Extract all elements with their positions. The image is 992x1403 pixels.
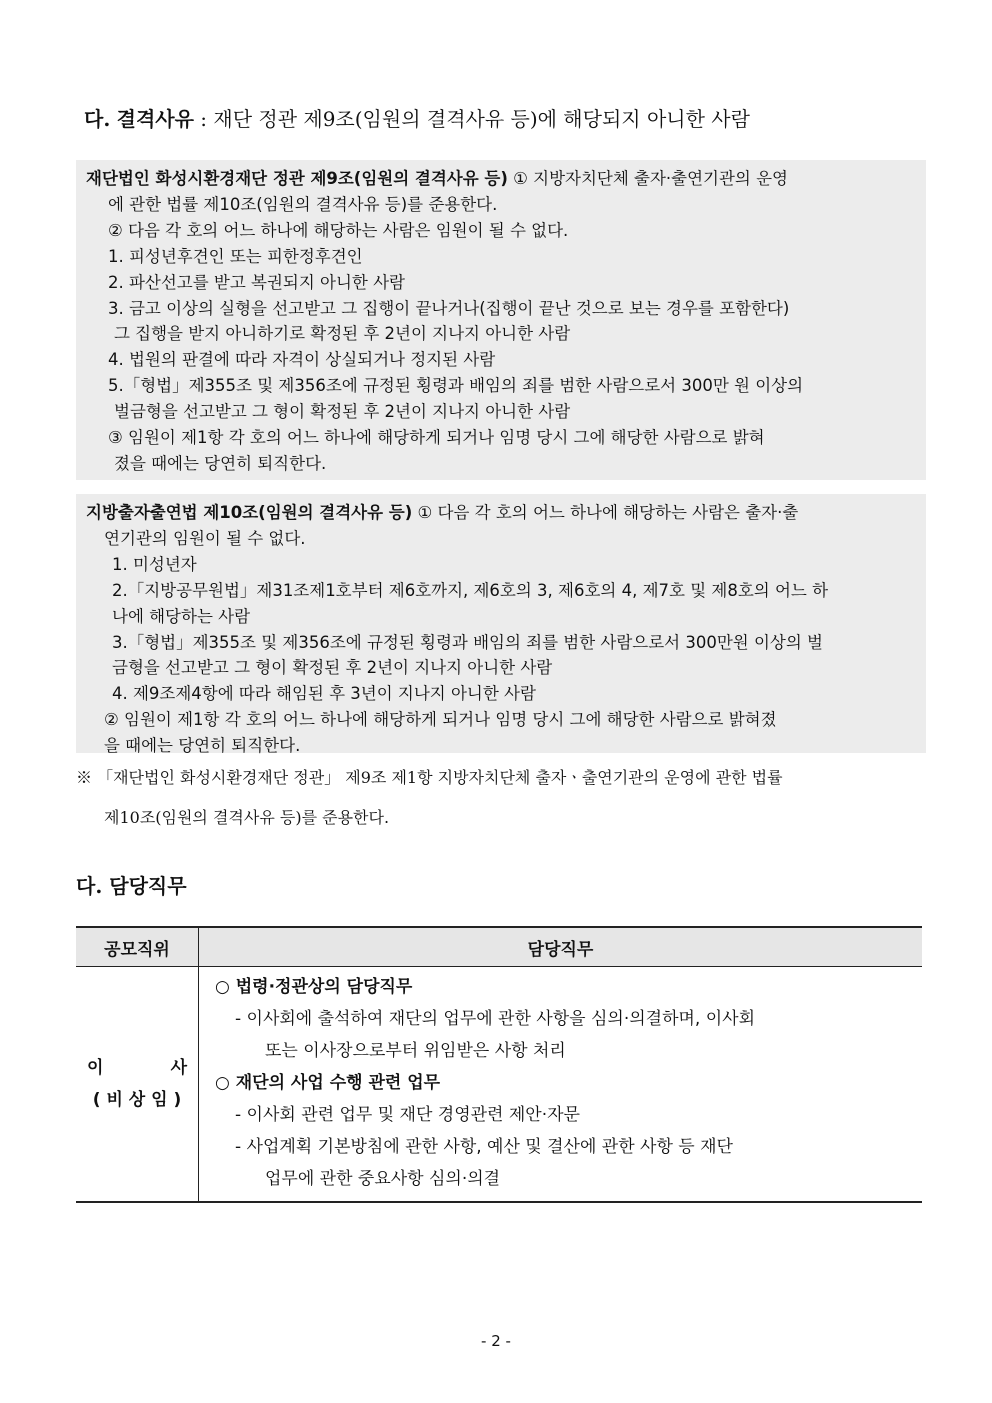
header-position: 공모직위	[76, 927, 199, 967]
page-number: - 2 -	[481, 1332, 511, 1350]
duty-item: - 이사회 관련 업무 및 재단 경영관련 제안·자문	[235, 1105, 580, 1125]
duties-cell	[199, 967, 923, 1203]
box1-para2: ② 다음 각 호의 어느 하나에 해당하는 사람은 임원이 될 수 없다.	[108, 220, 569, 240]
box2-line1-cont: 연기관의 임원이 될 수 없다.	[104, 528, 306, 548]
list-item: 1. 미성년자	[112, 554, 197, 574]
box2-line1-rest: ① 다음 각 호의 어느 하나에 해당하는 사람은 출자·출	[412, 503, 799, 522]
list-item: 5.「형법」제355조 및 제356조에 규정된 횡령과 배임의 죄를 범한 사람으로서 300만 원 이상의	[108, 376, 804, 396]
box2-title: 지방출자출연법 제10조(임원의 결격사유 등)	[86, 503, 413, 522]
box1-first-line	[86, 166, 916, 192]
box1-para3-cont: 졌을 때에는 당연히 퇴직한다.	[114, 453, 327, 473]
box1-para3: ③ 임원이 제1항 각 호의 어느 하나에 해당하게 되거나 임명 당시 그에 해당한 사람으로 밝혀	[108, 428, 765, 448]
note-line2: 제10조(임원의 결격사유 등)를 준용한다.	[104, 808, 390, 827]
section-heading-disqualification	[84, 104, 924, 134]
duty-table	[76, 926, 922, 1203]
box2-para2: ② 임원이 제1항 각 호의 어느 하나에 해당하게 되거나 임명 당시 그에 해당한 사람으로 밝혀졌	[104, 710, 777, 730]
position-char: 사	[170, 1058, 187, 1078]
list-item: 2.「지방공무원법」제31조제1호부터 제6호까지, 제6호의 3, 제6호의 4, 제7호 및 제8호의 어느 하	[112, 580, 829, 600]
position-cell	[76, 967, 199, 1203]
list-item: 2. 파산선고를 받고 복권되지 아니한 사람	[108, 272, 405, 292]
box1-line1-rest: ① 지방자치단체 출자·출연기관의 운영	[507, 169, 788, 188]
list-item-cont: 나에 해당하는 사람	[112, 606, 251, 626]
section-number: 다.	[84, 107, 111, 131]
duty-item-cont: 또는 이사장으로부터 위임받은 사항 처리	[265, 1041, 566, 1061]
list-item: 3.「형법」제355조 및 제356조에 규정된 횡령과 배임의 죄를 범한 사람으로서 300만원 이상의 벌	[112, 632, 823, 652]
header-duties: 담당직무	[199, 927, 923, 967]
duty-item: - 이사회에 출석하여 재단의 업무에 관한 사항을 심의·의결하며, 이사회	[235, 1009, 755, 1029]
section-description: 재단 정관 제9조(임원의 결격사유 등)에 해당되지 아니한 사람	[213, 107, 750, 131]
list-item: 4. 법원의 판결에 따라 자격이 상실되거나 정지된 사람	[108, 350, 496, 370]
reference-note	[76, 758, 922, 838]
list-item: 1. 피성년후견인 또는 피한정후견인	[108, 246, 363, 266]
note-line1: ※ 「재단법인 화성시환경재단 정관」 제9조 제1항 지방자치단체 출자ㆍ출연기관의 운영에 관한 법률	[76, 768, 783, 787]
box1-line1-cont: 에 관한 법률 제10조(임원의 결격사유 등)를 준용한다.	[108, 194, 498, 214]
duty-group-title: ○ 법령·정관상의 담당직무	[215, 977, 413, 997]
position-title	[77, 1052, 197, 1084]
articles-box-foundation	[76, 160, 926, 480]
position-subtitle: ( 비 상 임 )	[92, 1090, 182, 1110]
list-item-cont: 금형을 선고받고 그 형이 확정된 후 2년이 지나지 아니한 사람	[112, 658, 553, 678]
box2-para2-cont: 을 때에는 당연히 퇴직한다.	[104, 736, 301, 756]
duty-item: - 사업계획 기본방침에 관한 사항, 예산 및 결산에 관한 사항 등 재단	[235, 1137, 733, 1157]
articles-box-local-act	[76, 494, 926, 756]
list-item: 3. 금고 이상의 실형을 선고받고 그 집행이 끝나거나(집행이 끝난 것으로 보는 경우를 포함한다)	[108, 298, 790, 318]
table-row	[76, 967, 922, 1203]
list-item: 4. 제9조제4항에 따라 해임된 후 3년이 지나지 아니한 사람	[112, 684, 536, 704]
list-item-cont: 그 집행을 받지 아니하기로 확정된 후 2년이 지나지 아니한 사람	[114, 324, 571, 344]
box1-title: 재단법인 화성시환경재단 정관 제9조(임원의 결격사유 등)	[86, 169, 508, 188]
list-item-cont: 벌금형을 선고받고 그 형이 확정된 후 2년이 지나지 아니한 사람	[114, 402, 571, 422]
section-title: 결격사유	[116, 107, 194, 131]
section-heading-duties: 다. 담당직무	[76, 874, 187, 898]
position-char: 이	[87, 1058, 104, 1078]
section-colon: :	[193, 107, 214, 131]
table-header-row	[76, 927, 922, 967]
duty-item-cont: 업무에 관한 중요사항 심의·의결	[265, 1169, 501, 1189]
box2-first-line	[86, 500, 916, 526]
duty-group-title: ○ 재단의 사업 수행 관련 업무	[215, 1073, 441, 1093]
